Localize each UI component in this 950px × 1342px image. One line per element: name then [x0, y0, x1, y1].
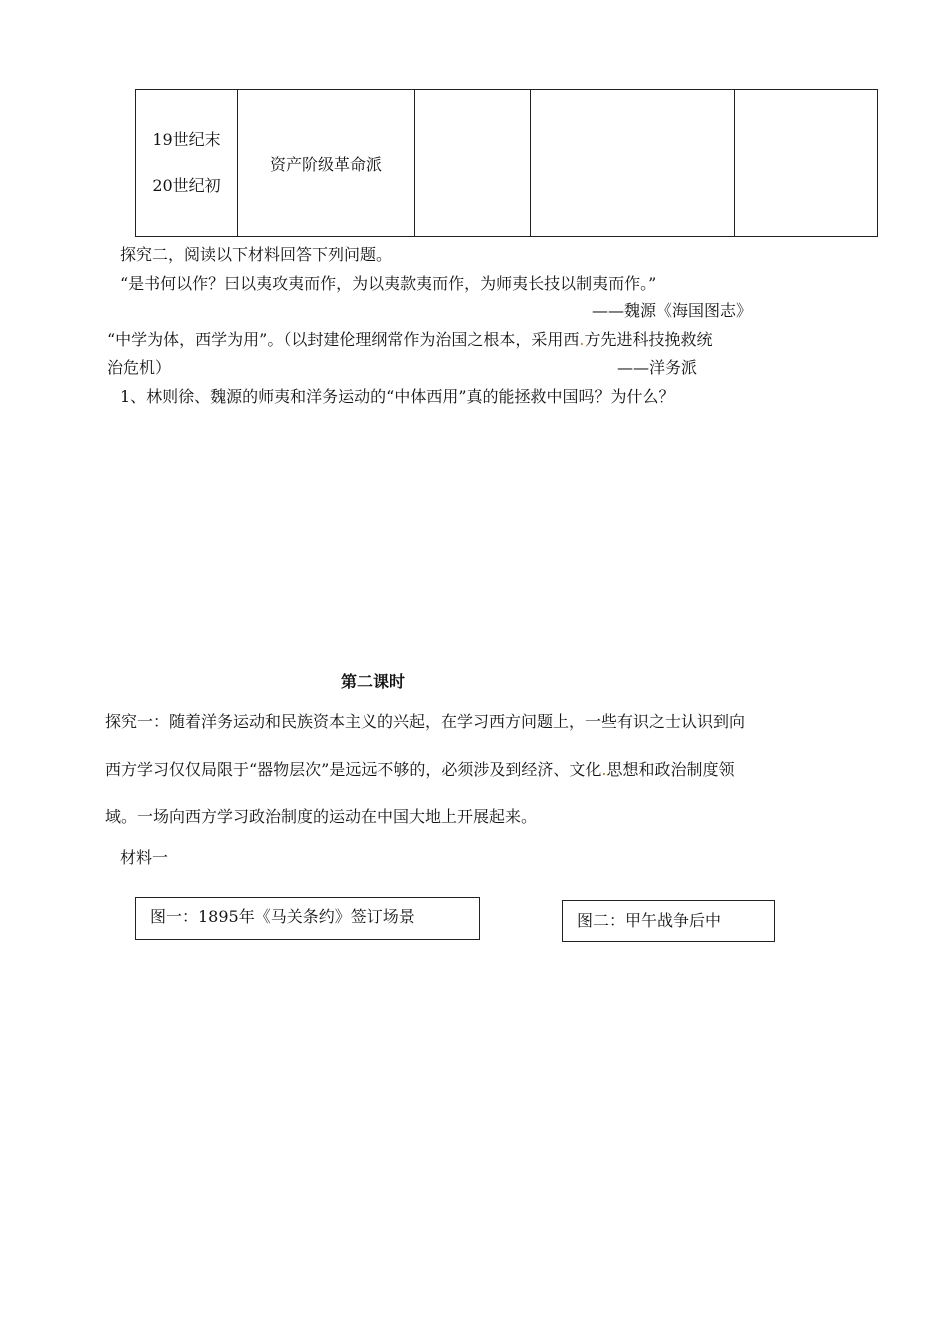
inquiry2-heading: 探究二，阅读以下材料回答下列问题。 — [120, 245, 393, 264]
quote-2-source: ——洋务派 — [617, 358, 698, 377]
empty-cell — [415, 90, 531, 237]
mark-dot: . — [579, 330, 585, 349]
quote-2-line-1 — [107, 327, 712, 350]
paragraph-line-2a: 西方学习仅仅局限于“器物层次”是远远不够的，必须涉及到经济、文化 — [105, 760, 602, 779]
quote-1-source: ——魏源《海国图志》 — [592, 301, 753, 320]
figure-2-caption-box — [562, 900, 775, 942]
group-cell: 资产阶级革命派 — [238, 90, 415, 237]
era-line-1: 19世纪末 — [152, 130, 221, 149]
era-cell — [136, 90, 238, 237]
figure-2-caption: 图二：甲午战争后中 — [577, 911, 722, 930]
quote-2-line-1-text: “中学为体，西学为用”。（以封建伦理纲常作为治国之根本，采用西 — [107, 330, 580, 349]
figure-1-caption-box — [135, 897, 480, 940]
paragraph-line-1: 探究一：随着洋务运动和民族资本主义的兴起，在学习西方问题上，一些有识之士认识到向 — [105, 712, 746, 731]
paragraph-line-2b: 思想和政治制度领 — [606, 760, 735, 779]
paragraph-line-2 — [105, 757, 734, 780]
quote-2-line-2: 治危机） — [107, 358, 172, 377]
quote-1: “是书何以作？曰以夷攻夷而作，为以夷款夷而作，为师夷长技以制夷而作。” — [120, 274, 657, 293]
paragraph-line-3: 域。一场向西方学习政治制度的运动在中国大地上开展起来。 — [105, 807, 538, 826]
era-line-2: 20世纪初 — [152, 176, 221, 195]
question-1: 1、林则徐、魏源的师夷和洋务运动的“中体西用”真的能拯救中国吗？为什么？ — [120, 387, 675, 406]
quote-2-line-1-tail: 方先进科技挽救统 — [584, 330, 713, 349]
mark-dot: . — [601, 760, 607, 779]
material-label: 材料一 — [120, 848, 169, 867]
empty-cell — [531, 90, 735, 237]
lesson-title: 第二课时 — [341, 672, 406, 691]
empty-cell — [735, 90, 878, 237]
table-row — [136, 90, 878, 237]
figure-1-caption: 图一：1895年《马关条约》签订场景 — [150, 907, 415, 926]
era-table — [135, 89, 878, 237]
